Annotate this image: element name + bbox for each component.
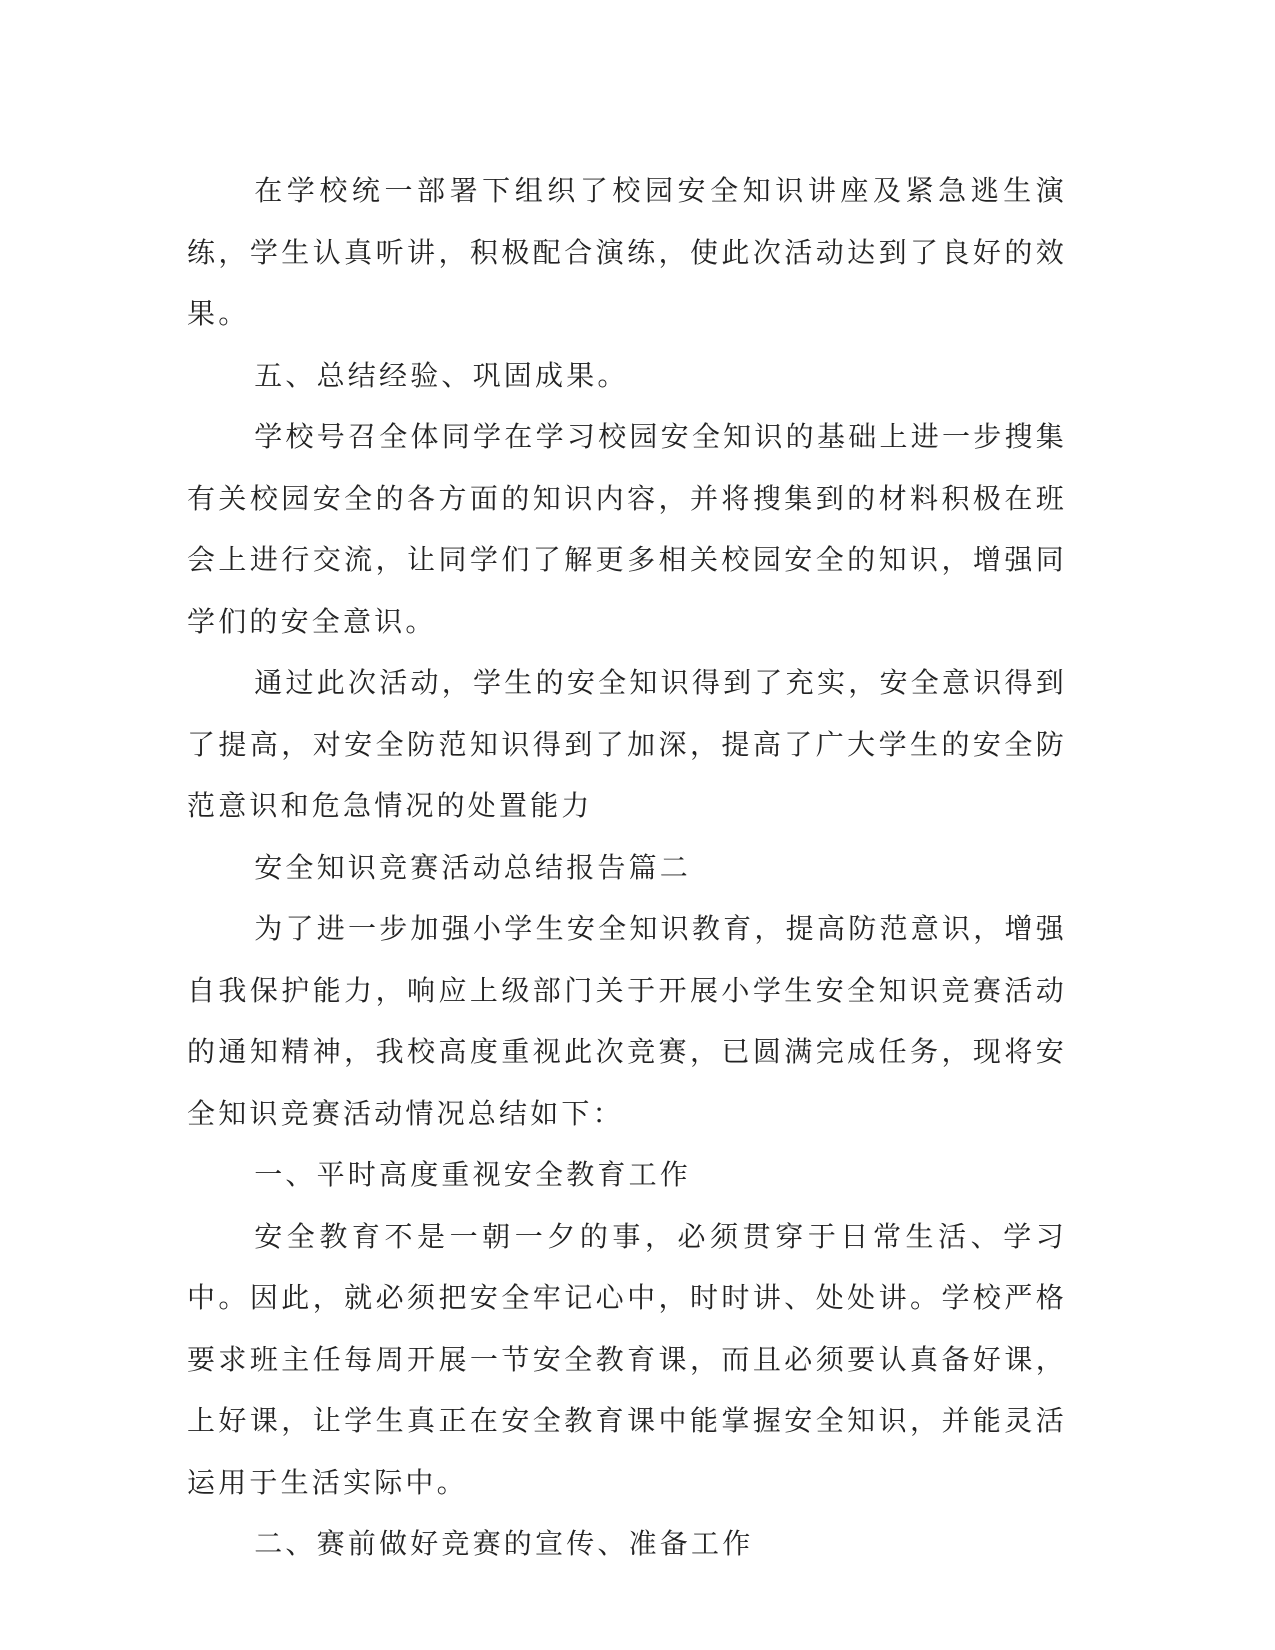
paragraph-knowledge-collection: 学校号召全体同学在学习校园安全知识的基础上进一步搜集有关校园安全的各方面的知识内容，并将搜集到的材料积极在班会上进行交流，让同学们了解更多相关校园安全的知识，增强同学们的安全意识。 — [187, 420, 1067, 638]
document-body — [187, 160, 1067, 1575]
heading-section-two: 二、赛前做好竞赛的宣传、准备工作 — [254, 1527, 754, 1560]
heading-section-five: 五、总结经验、巩固成果。 — [254, 358, 629, 392]
paragraph-introduction: 为了进一步加强小学生安全知识教育，提高防范意识，增强自我保护能力，响应上级部门关于开展小学生安全知识竞赛活动的通知精神，我校高度重视此次竞赛，已圆满完成任务，现将安全知识竞赛活动情况总结如下： — [187, 912, 1067, 1130]
paragraph-drill-summary: 在学校统一部署下组织了校园安全知识讲座及紧急逃生演练，学生认真听讲，积极配合演练，使此次活动达到了良好的效果。 — [187, 174, 1067, 330]
heading-report-part-two: 安全知识竞赛活动总结报告篇二 — [254, 850, 691, 884]
paragraph-safety-education: 安全教育不是一朝一夕的事，必须贯穿于日常生活、学习中。因此，就必须把安全牢记心中，时时讲、处处讲。学校严格要求班主任每周开展一节安全教育课，而且必须要认真备好课，上好课，让学生真正在安全教育课中能掌握安全知识，并能灵活运用于生活实际中。 — [187, 1219, 1067, 1499]
heading-section-one: 一、平时高度重视安全教育工作 — [254, 1158, 691, 1191]
paragraph-activity-result: 通过此次活动，学生的安全知识得到了充实，安全意识得到了提高，对安全防范知识得到了加深，提高了广大学生的安全防范意识和危急情况的处置能力 — [187, 666, 1067, 822]
